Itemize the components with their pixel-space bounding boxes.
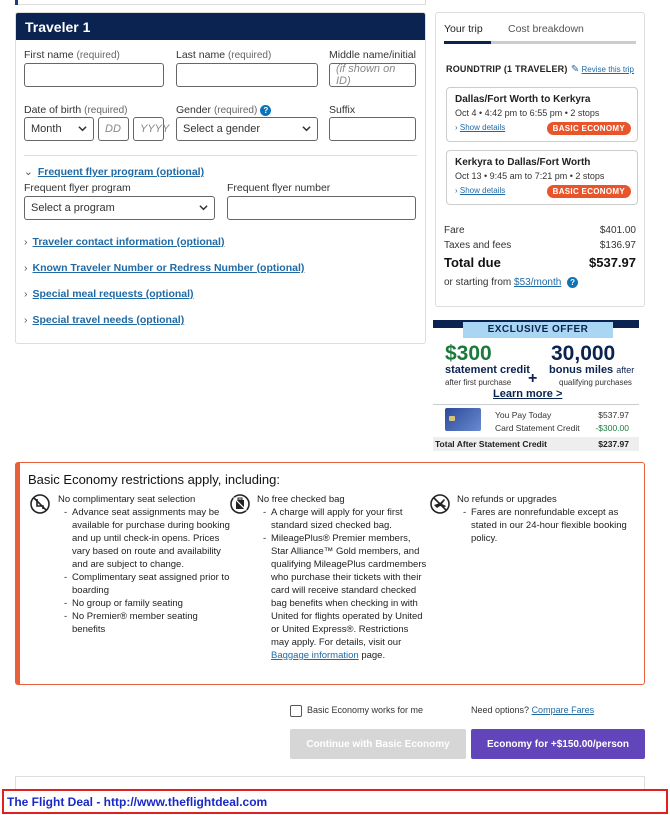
no-refund-icon bbox=[430, 494, 450, 514]
ffp-number-label: Frequent flyer number bbox=[227, 182, 331, 194]
no-bag-icon bbox=[230, 494, 250, 514]
total-due-row: Total due $537.97 bbox=[444, 255, 636, 270]
restriction-refund: No refunds or upgrades - Fares are nonrefundable except as stated in our 24-hour flexible booking policy. bbox=[457, 493, 637, 545]
no-seat-icon bbox=[30, 494, 50, 514]
traveler-form-card bbox=[15, 12, 426, 344]
previous-card-edge bbox=[15, 0, 426, 5]
dob-label: Date of birth (required) bbox=[24, 104, 128, 116]
suffix-input[interactable] bbox=[329, 117, 416, 141]
tab-your-trip[interactable]: Your trip bbox=[444, 23, 483, 35]
chevron-down-icon bbox=[78, 124, 87, 133]
basic-economy-checkbox[interactable] bbox=[290, 705, 302, 717]
segment-route: Kerkyra to Dallas/Fort Worth bbox=[455, 157, 591, 168]
offer-divider bbox=[433, 404, 639, 405]
show-details-link[interactable]: › Show details bbox=[455, 123, 506, 132]
segment-details: Oct 13 • 9:45 am to 7:21 pm • 2 stops bbox=[455, 171, 605, 181]
section-known-traveler[interactable]: › Known Traveler Number or Redress Number (optional) bbox=[24, 262, 305, 274]
credit-amount: $300 bbox=[445, 342, 492, 365]
chevron-down-icon: ⌄ bbox=[24, 166, 33, 178]
plus-icon: + bbox=[528, 370, 538, 387]
ffp-program-label: Frequent flyer program bbox=[24, 182, 131, 194]
card-offer-banner[interactable] bbox=[433, 320, 639, 454]
section-special-needs[interactable]: › Special travel needs (optional) bbox=[24, 314, 185, 326]
first-name-input[interactable] bbox=[24, 63, 164, 87]
restriction-seat: No complimentary seat selection - Advance seat assignments may be available for purchase during booking and up until check-in opens. Prices vary based on route and availability and are subject to change. - Complimentary seat assigned prior to boarding - No group or family seating - No Premier® member seating benefits bbox=[58, 493, 230, 636]
ffp-number-input[interactable] bbox=[227, 196, 416, 220]
next-section-edge bbox=[15, 776, 645, 790]
chevron-right-icon: › bbox=[24, 236, 28, 248]
last-name-input[interactable] bbox=[176, 63, 318, 87]
gender-label: Gender (required) ? bbox=[176, 104, 271, 116]
card-chip bbox=[449, 416, 455, 421]
segment-route: Dallas/Fort Worth to Kerkyra bbox=[455, 94, 591, 105]
first-name-label: First name (required) bbox=[24, 49, 120, 61]
upgrade-economy-button[interactable]: Economy for +$150.00/person bbox=[471, 729, 645, 759]
previous-card-accent bbox=[15, 0, 18, 5]
fare-class-badge: BASIC ECONOMY bbox=[547, 185, 631, 198]
credit-card-image bbox=[445, 408, 481, 431]
tab-cost-breakdown[interactable]: Cost breakdown bbox=[508, 23, 584, 35]
credit-small: after first purchase bbox=[445, 378, 512, 387]
chevron-down-icon bbox=[302, 124, 311, 133]
fare-row: Fare $401.00 bbox=[444, 225, 636, 236]
statement-credit-row: Card Statement Credit -$300.00 bbox=[495, 423, 629, 433]
need-options-text: Need options? Compare Fares bbox=[471, 705, 595, 715]
section-divider bbox=[24, 155, 417, 156]
dob-month-select[interactable]: Month bbox=[24, 117, 94, 141]
fare-class-badge: BASIC ECONOMY bbox=[547, 122, 631, 135]
basic-economy-restrictions bbox=[15, 462, 645, 685]
chevron-right-icon: › bbox=[24, 262, 28, 274]
trip-summary-card bbox=[435, 12, 645, 307]
info-icon[interactable]: ? bbox=[260, 105, 271, 116]
flight-segment-return bbox=[446, 150, 638, 205]
segment-details: Oct 4 • 4:42 pm to 6:55 pm • 2 stops bbox=[455, 108, 600, 118]
middle-name-input[interactable]: (if shown on ID) bbox=[329, 63, 416, 87]
miles-amount: 30,000 bbox=[551, 342, 616, 365]
monthly-payment-link[interactable]: $53/month bbox=[514, 277, 562, 289]
last-name-label: Last name (required) bbox=[176, 49, 272, 61]
monthly-payment-text: or starting from $53/month ? bbox=[444, 277, 578, 288]
ffp-program-select[interactable]: Select a program bbox=[24, 196, 215, 220]
source-banner: The Flight Deal - http://www.theflightdeal.com bbox=[2, 789, 668, 814]
credit-label: statement credit bbox=[445, 364, 530, 376]
offer-tab: EXCLUSIVE OFFER bbox=[463, 322, 613, 338]
learn-more-link[interactable]: Learn more > bbox=[493, 388, 563, 400]
chevron-right-icon: › bbox=[24, 314, 28, 326]
traveler-title: Traveler 1 bbox=[16, 13, 425, 40]
dob-year-input[interactable]: YYYY bbox=[133, 117, 164, 141]
tab-active-indicator bbox=[444, 41, 491, 44]
compare-fares-link[interactable]: Compare Fares bbox=[531, 705, 595, 715]
section-special-meal[interactable]: › Special meal requests (optional) bbox=[24, 288, 194, 300]
edit-icon: ✎ bbox=[570, 64, 580, 75]
restriction-bag: No free checked bag - A charge will apply for your first standard sized checked bag. - MileagePlus® Premier members, Star Alliance™ Gold members, and qualifying MileagePlus cardmembers who purchase their tickets with their card will receive standard checked bag benefits when checking in with United for flights operated by United or United Express®. Restrictions may apply. For details, visit our Baggage information page. bbox=[257, 493, 427, 662]
revise-trip-link[interactable]: ✎ Revise this trip bbox=[570, 64, 634, 75]
chevron-right-icon: › bbox=[24, 288, 28, 300]
offer-total-row: Total After Statement Credit $237.97 bbox=[433, 437, 639, 451]
show-details-link[interactable]: › Show details bbox=[455, 186, 506, 195]
miles-label: bonus miles after bbox=[549, 364, 635, 376]
gender-select[interactable]: Select a gender bbox=[176, 117, 318, 141]
taxes-row: Taxes and fees $136.97 bbox=[444, 240, 636, 251]
baggage-info-link[interactable]: Baggage information bbox=[271, 650, 359, 661]
basic-economy-checkbox-label[interactable]: Basic Economy works for me bbox=[307, 705, 424, 715]
flight-segment-outbound bbox=[446, 87, 638, 142]
section-contact-info[interactable]: › Traveler contact information (optional) bbox=[24, 236, 225, 248]
info-icon[interactable]: ? bbox=[567, 277, 578, 288]
ffp-toggle[interactable]: ⌄ Frequent flyer program (optional) bbox=[24, 166, 205, 178]
chevron-down-icon bbox=[199, 203, 208, 212]
continue-basic-economy-button[interactable]: Continue with Basic Economy bbox=[290, 729, 466, 759]
restrictions-title: Basic Economy restrictions apply, including: bbox=[28, 472, 280, 487]
middle-name-label: Middle name/initial bbox=[329, 49, 416, 61]
roundtrip-title: ROUNDTRIP (1 TRAVELER) bbox=[446, 64, 568, 74]
suffix-label: Suffix bbox=[329, 104, 356, 116]
dob-day-input[interactable]: DD bbox=[98, 117, 129, 141]
pay-today-row: You Pay Today $537.97 bbox=[495, 410, 629, 420]
miles-small: qualifying purchases bbox=[559, 378, 632, 387]
